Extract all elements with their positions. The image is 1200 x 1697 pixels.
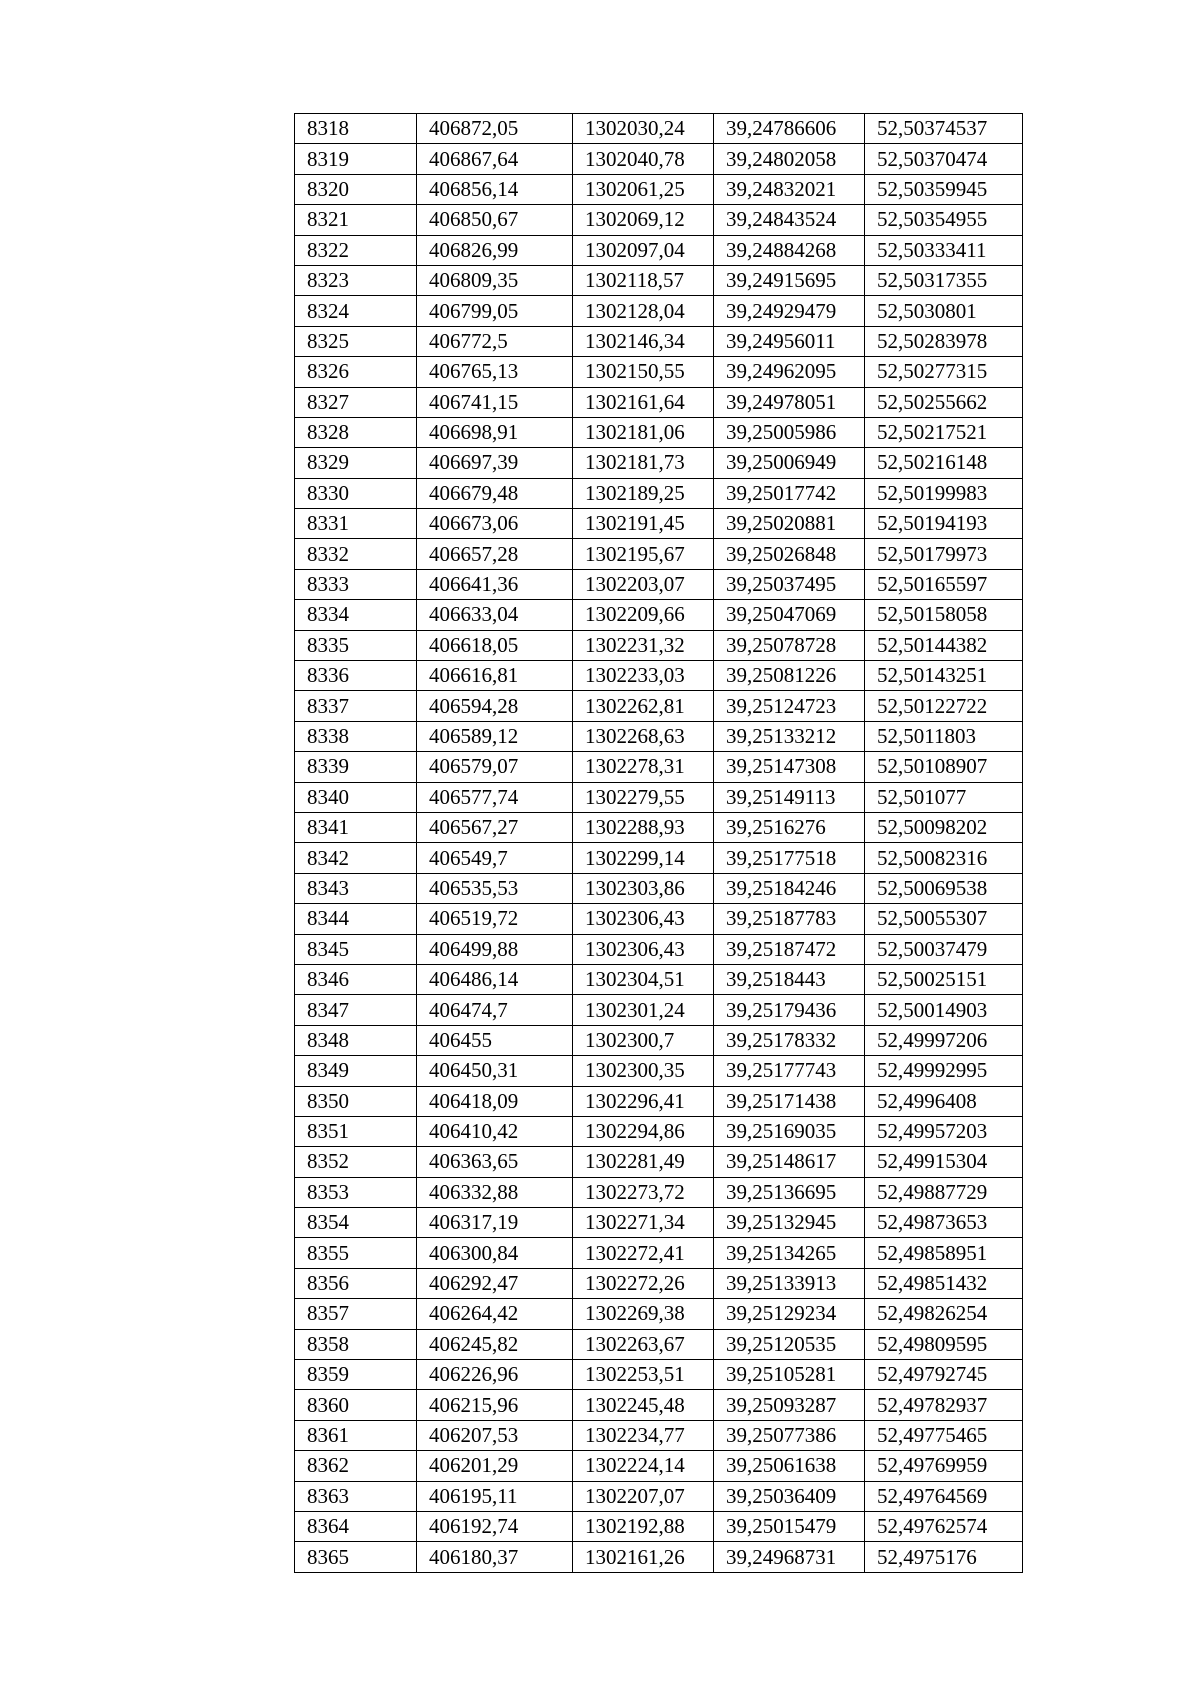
- y-coordinate-cell: 1302263,67: [573, 1329, 714, 1359]
- table-row: [295, 782, 1023, 812]
- latitude-cell: 52,50143251: [865, 661, 1023, 691]
- point-number-cell: 8348: [295, 1025, 417, 1055]
- x-coordinate-cell: 406809,35: [417, 265, 573, 295]
- longitude-cell: 39,25177518: [714, 843, 865, 873]
- latitude-cell: 52,5030801: [865, 296, 1023, 326]
- x-coordinate-cell: 406226,96: [417, 1360, 573, 1390]
- point-number-cell: 8355: [295, 1238, 417, 1268]
- y-coordinate-cell: 1302128,04: [573, 296, 714, 326]
- y-coordinate-cell: 1302195,67: [573, 539, 714, 569]
- table-row: [295, 1360, 1023, 1390]
- x-coordinate-cell: 406826,99: [417, 235, 573, 265]
- y-coordinate-cell: 1302231,32: [573, 630, 714, 660]
- longitude-cell: 39,25134265: [714, 1238, 865, 1268]
- longitude-cell: 39,24978051: [714, 387, 865, 417]
- latitude-cell: 52,50199983: [865, 478, 1023, 508]
- x-coordinate-cell: 406741,15: [417, 387, 573, 417]
- latitude-cell: 52,49769959: [865, 1451, 1023, 1481]
- y-coordinate-cell: 1302301,24: [573, 995, 714, 1025]
- y-coordinate-cell: 1302207,07: [573, 1481, 714, 1511]
- y-coordinate-cell: 1302306,43: [573, 904, 714, 934]
- table-row: [295, 448, 1023, 478]
- latitude-cell: 52,501077: [865, 782, 1023, 812]
- y-coordinate-cell: 1302300,7: [573, 1025, 714, 1055]
- table-row: [295, 661, 1023, 691]
- table-row: [295, 691, 1023, 721]
- point-number-cell: 8335: [295, 630, 417, 660]
- table-row: [295, 934, 1023, 964]
- y-coordinate-cell: 1302181,73: [573, 448, 714, 478]
- point-number-cell: 8356: [295, 1268, 417, 1298]
- x-coordinate-cell: 406499,88: [417, 934, 573, 964]
- point-number-cell: 8323: [295, 265, 417, 295]
- point-number-cell: 8328: [295, 417, 417, 447]
- longitude-cell: 39,25047069: [714, 600, 865, 630]
- point-number-cell: 8364: [295, 1511, 417, 1541]
- x-coordinate-cell: 406567,27: [417, 812, 573, 842]
- point-number-cell: 8318: [295, 114, 417, 144]
- x-coordinate-cell: 406519,72: [417, 904, 573, 934]
- x-coordinate-cell: 406641,36: [417, 569, 573, 599]
- y-coordinate-cell: 1302299,14: [573, 843, 714, 873]
- y-coordinate-cell: 1302161,26: [573, 1542, 714, 1572]
- latitude-cell: 52,50179973: [865, 539, 1023, 569]
- longitude-cell: 39,25177743: [714, 1056, 865, 1086]
- latitude-cell: 52,49997206: [865, 1025, 1023, 1055]
- x-coordinate-cell: 406410,42: [417, 1116, 573, 1146]
- x-coordinate-cell: 406673,06: [417, 509, 573, 539]
- y-coordinate-cell: 1302304,51: [573, 964, 714, 994]
- point-number-cell: 8342: [295, 843, 417, 873]
- y-coordinate-cell: 1302271,34: [573, 1208, 714, 1238]
- longitude-cell: 39,25136695: [714, 1177, 865, 1207]
- coordinates-table: [294, 113, 1023, 1573]
- longitude-cell: 39,25077386: [714, 1420, 865, 1450]
- table-row: [295, 205, 1023, 235]
- latitude-cell: 52,50082316: [865, 843, 1023, 873]
- table-row: [295, 812, 1023, 842]
- point-number-cell: 8320: [295, 174, 417, 204]
- longitude-cell: 39,25132945: [714, 1208, 865, 1238]
- table-row: [295, 904, 1023, 934]
- longitude-cell: 39,25147308: [714, 752, 865, 782]
- longitude-cell: 39,25120535: [714, 1329, 865, 1359]
- x-coordinate-cell: 406486,14: [417, 964, 573, 994]
- longitude-cell: 39,24832021: [714, 174, 865, 204]
- latitude-cell: 52,49858951: [865, 1238, 1023, 1268]
- longitude-cell: 39,24884268: [714, 235, 865, 265]
- table-row: [295, 387, 1023, 417]
- y-coordinate-cell: 1302069,12: [573, 205, 714, 235]
- latitude-cell: 52,50122722: [865, 691, 1023, 721]
- latitude-cell: 52,50108907: [865, 752, 1023, 782]
- table-row: [295, 995, 1023, 1025]
- x-coordinate-cell: 406799,05: [417, 296, 573, 326]
- y-coordinate-cell: 1302300,35: [573, 1056, 714, 1086]
- y-coordinate-cell: 1302189,25: [573, 478, 714, 508]
- y-coordinate-cell: 1302146,34: [573, 326, 714, 356]
- point-number-cell: 8322: [295, 235, 417, 265]
- latitude-cell: 52,49957203: [865, 1116, 1023, 1146]
- latitude-cell: 52,50069538: [865, 873, 1023, 903]
- y-coordinate-cell: 1302192,88: [573, 1511, 714, 1541]
- table-row: [295, 721, 1023, 751]
- table-row: [295, 1451, 1023, 1481]
- latitude-cell: 52,50354955: [865, 205, 1023, 235]
- point-number-cell: 8324: [295, 296, 417, 326]
- table-row: [295, 843, 1023, 873]
- latitude-cell: 52,49851432: [865, 1268, 1023, 1298]
- table-row: [295, 174, 1023, 204]
- y-coordinate-cell: 1302272,41: [573, 1238, 714, 1268]
- latitude-cell: 52,50277315: [865, 357, 1023, 387]
- latitude-cell: 52,50216148: [865, 448, 1023, 478]
- point-number-cell: 8359: [295, 1360, 417, 1390]
- latitude-cell: 52,49775465: [865, 1420, 1023, 1450]
- x-coordinate-cell: 406450,31: [417, 1056, 573, 1086]
- point-number-cell: 8325: [295, 326, 417, 356]
- longitude-cell: 39,2518443: [714, 964, 865, 994]
- x-coordinate-cell: 406765,13: [417, 357, 573, 387]
- table-row: [295, 509, 1023, 539]
- table-row: [295, 1208, 1023, 1238]
- point-number-cell: 8332: [295, 539, 417, 569]
- longitude-cell: 39,24843524: [714, 205, 865, 235]
- point-number-cell: 8340: [295, 782, 417, 812]
- point-number-cell: 8361: [295, 1420, 417, 1450]
- y-coordinate-cell: 1302161,64: [573, 387, 714, 417]
- table-row: [295, 964, 1023, 994]
- table-row: [295, 1268, 1023, 1298]
- x-coordinate-cell: 406594,28: [417, 691, 573, 721]
- point-number-cell: 8357: [295, 1299, 417, 1329]
- table-row: [295, 1542, 1023, 1572]
- point-number-cell: 8360: [295, 1390, 417, 1420]
- x-coordinate-cell: 406418,09: [417, 1086, 573, 1116]
- table-row: [295, 235, 1023, 265]
- table-row: [295, 144, 1023, 174]
- y-coordinate-cell: 1302262,81: [573, 691, 714, 721]
- y-coordinate-cell: 1302278,31: [573, 752, 714, 782]
- x-coordinate-cell: 406856,14: [417, 174, 573, 204]
- y-coordinate-cell: 1302224,14: [573, 1451, 714, 1481]
- latitude-cell: 52,50098202: [865, 812, 1023, 842]
- table-row: [295, 478, 1023, 508]
- point-number-cell: 8345: [295, 934, 417, 964]
- longitude-cell: 39,24929479: [714, 296, 865, 326]
- table-row: [295, 600, 1023, 630]
- latitude-cell: 52,49826254: [865, 1299, 1023, 1329]
- table-row: [295, 1116, 1023, 1146]
- table-row: [295, 1147, 1023, 1177]
- longitude-cell: 39,2516276: [714, 812, 865, 842]
- point-number-cell: 8329: [295, 448, 417, 478]
- x-coordinate-cell: 406698,91: [417, 417, 573, 447]
- longitude-cell: 39,25036409: [714, 1481, 865, 1511]
- latitude-cell: 52,49915304: [865, 1147, 1023, 1177]
- coordinates-table-body: [295, 114, 1023, 1573]
- x-coordinate-cell: 406192,74: [417, 1511, 573, 1541]
- latitude-cell: 52,49887729: [865, 1177, 1023, 1207]
- y-coordinate-cell: 1302233,03: [573, 661, 714, 691]
- x-coordinate-cell: 406474,7: [417, 995, 573, 1025]
- latitude-cell: 52,4996408: [865, 1086, 1023, 1116]
- x-coordinate-cell: 406180,37: [417, 1542, 573, 1572]
- table-row: [295, 1481, 1023, 1511]
- point-number-cell: 8344: [295, 904, 417, 934]
- y-coordinate-cell: 1302281,49: [573, 1147, 714, 1177]
- longitude-cell: 39,25026848: [714, 539, 865, 569]
- x-coordinate-cell: 406850,67: [417, 205, 573, 235]
- point-number-cell: 8350: [295, 1086, 417, 1116]
- longitude-cell: 39,25015479: [714, 1511, 865, 1541]
- longitude-cell: 39,25129234: [714, 1299, 865, 1329]
- latitude-cell: 52,50144382: [865, 630, 1023, 660]
- point-number-cell: 8352: [295, 1147, 417, 1177]
- y-coordinate-cell: 1302279,55: [573, 782, 714, 812]
- longitude-cell: 39,25148617: [714, 1147, 865, 1177]
- latitude-cell: 52,50317355: [865, 265, 1023, 295]
- y-coordinate-cell: 1302253,51: [573, 1360, 714, 1390]
- longitude-cell: 39,25133913: [714, 1268, 865, 1298]
- table-row: [295, 539, 1023, 569]
- longitude-cell: 39,25171438: [714, 1086, 865, 1116]
- point-number-cell: 8339: [295, 752, 417, 782]
- point-number-cell: 8319: [295, 144, 417, 174]
- x-coordinate-cell: 406207,53: [417, 1420, 573, 1450]
- point-number-cell: 8346: [295, 964, 417, 994]
- y-coordinate-cell: 1302030,24: [573, 114, 714, 144]
- y-coordinate-cell: 1302040,78: [573, 144, 714, 174]
- x-coordinate-cell: 406195,11: [417, 1481, 573, 1511]
- longitude-cell: 39,25179436: [714, 995, 865, 1025]
- y-coordinate-cell: 1302234,77: [573, 1420, 714, 1450]
- point-number-cell: 8333: [295, 569, 417, 599]
- latitude-cell: 52,49764569: [865, 1481, 1023, 1511]
- y-coordinate-cell: 1302245,48: [573, 1390, 714, 1420]
- latitude-cell: 52,50283978: [865, 326, 1023, 356]
- longitude-cell: 39,25133212: [714, 721, 865, 751]
- latitude-cell: 52,49873653: [865, 1208, 1023, 1238]
- longitude-cell: 39,24786606: [714, 114, 865, 144]
- y-coordinate-cell: 1302303,86: [573, 873, 714, 903]
- point-number-cell: 8331: [295, 509, 417, 539]
- latitude-cell: 52,50255662: [865, 387, 1023, 417]
- y-coordinate-cell: 1302288,93: [573, 812, 714, 842]
- point-number-cell: 8337: [295, 691, 417, 721]
- latitude-cell: 52,49809595: [865, 1329, 1023, 1359]
- table-row: [295, 1086, 1023, 1116]
- x-coordinate-cell: 406577,74: [417, 782, 573, 812]
- point-number-cell: 8326: [295, 357, 417, 387]
- point-number-cell: 8334: [295, 600, 417, 630]
- latitude-cell: 52,50374537: [865, 114, 1023, 144]
- latitude-cell: 52,50217521: [865, 417, 1023, 447]
- point-number-cell: 8327: [295, 387, 417, 417]
- point-number-cell: 8365: [295, 1542, 417, 1572]
- y-coordinate-cell: 1302203,07: [573, 569, 714, 599]
- y-coordinate-cell: 1302097,04: [573, 235, 714, 265]
- table-row: [295, 1238, 1023, 1268]
- point-number-cell: 8338: [295, 721, 417, 751]
- table-row: [295, 1329, 1023, 1359]
- y-coordinate-cell: 1302181,06: [573, 417, 714, 447]
- latitude-cell: 52,50025151: [865, 964, 1023, 994]
- latitude-cell: 52,49992995: [865, 1056, 1023, 1086]
- table-row: [295, 1390, 1023, 1420]
- latitude-cell: 52,50055307: [865, 904, 1023, 934]
- point-number-cell: 8349: [295, 1056, 417, 1086]
- longitude-cell: 39,24968731: [714, 1542, 865, 1572]
- table-row: [295, 1511, 1023, 1541]
- x-coordinate-cell: 406317,19: [417, 1208, 573, 1238]
- longitude-cell: 39,25061638: [714, 1451, 865, 1481]
- table-row: [295, 1420, 1023, 1450]
- latitude-cell: 52,49792745: [865, 1360, 1023, 1390]
- latitude-cell: 52,5011803: [865, 721, 1023, 751]
- longitude-cell: 39,25184246: [714, 873, 865, 903]
- latitude-cell: 52,50014903: [865, 995, 1023, 1025]
- x-coordinate-cell: 406245,82: [417, 1329, 573, 1359]
- latitude-cell: 52,4975176: [865, 1542, 1023, 1572]
- latitude-cell: 52,50359945: [865, 174, 1023, 204]
- latitude-cell: 52,50158058: [865, 600, 1023, 630]
- y-coordinate-cell: 1302209,66: [573, 600, 714, 630]
- longitude-cell: 39,25093287: [714, 1390, 865, 1420]
- table-row: [295, 752, 1023, 782]
- longitude-cell: 39,25187472: [714, 934, 865, 964]
- table-row: [295, 357, 1023, 387]
- table-row: [295, 326, 1023, 356]
- y-coordinate-cell: 1302061,25: [573, 174, 714, 204]
- table-row: [295, 417, 1023, 447]
- x-coordinate-cell: 406535,53: [417, 873, 573, 903]
- table-row: [295, 1299, 1023, 1329]
- x-coordinate-cell: 406872,05: [417, 114, 573, 144]
- point-number-cell: 8358: [295, 1329, 417, 1359]
- table-row: [295, 569, 1023, 599]
- longitude-cell: 39,25124723: [714, 691, 865, 721]
- table-row: [295, 265, 1023, 295]
- y-coordinate-cell: 1302294,86: [573, 1116, 714, 1146]
- point-number-cell: 8354: [295, 1208, 417, 1238]
- x-coordinate-cell: 406455: [417, 1025, 573, 1055]
- table-row: [295, 114, 1023, 144]
- longitude-cell: 39,25187783: [714, 904, 865, 934]
- table-row: [295, 630, 1023, 660]
- latitude-cell: 52,49762574: [865, 1511, 1023, 1541]
- latitude-cell: 52,49782937: [865, 1390, 1023, 1420]
- latitude-cell: 52,50370474: [865, 144, 1023, 174]
- point-number-cell: 8351: [295, 1116, 417, 1146]
- point-number-cell: 8347: [295, 995, 417, 1025]
- point-number-cell: 8330: [295, 478, 417, 508]
- longitude-cell: 39,25017742: [714, 478, 865, 508]
- x-coordinate-cell: 406215,96: [417, 1390, 573, 1420]
- latitude-cell: 52,50165597: [865, 569, 1023, 599]
- table-row: [295, 873, 1023, 903]
- x-coordinate-cell: 406616,81: [417, 661, 573, 691]
- x-coordinate-cell: 406633,04: [417, 600, 573, 630]
- longitude-cell: 39,24802058: [714, 144, 865, 174]
- x-coordinate-cell: 406697,39: [417, 448, 573, 478]
- longitude-cell: 39,25005986: [714, 417, 865, 447]
- longitude-cell: 39,25105281: [714, 1360, 865, 1390]
- y-coordinate-cell: 1302150,55: [573, 357, 714, 387]
- table-row: [295, 1177, 1023, 1207]
- point-number-cell: 8343: [295, 873, 417, 903]
- longitude-cell: 39,25006949: [714, 448, 865, 478]
- longitude-cell: 39,25020881: [714, 509, 865, 539]
- longitude-cell: 39,25081226: [714, 661, 865, 691]
- x-coordinate-cell: 406332,88: [417, 1177, 573, 1207]
- point-number-cell: 8353: [295, 1177, 417, 1207]
- point-number-cell: 8341: [295, 812, 417, 842]
- x-coordinate-cell: 406292,47: [417, 1268, 573, 1298]
- longitude-cell: 39,24956011: [714, 326, 865, 356]
- y-coordinate-cell: 1302272,26: [573, 1268, 714, 1298]
- x-coordinate-cell: 406549,7: [417, 843, 573, 873]
- longitude-cell: 39,24915695: [714, 265, 865, 295]
- latitude-cell: 52,50037479: [865, 934, 1023, 964]
- x-coordinate-cell: 406300,84: [417, 1238, 573, 1268]
- y-coordinate-cell: 1302269,38: [573, 1299, 714, 1329]
- longitude-cell: 39,25178332: [714, 1025, 865, 1055]
- point-number-cell: 8336: [295, 661, 417, 691]
- point-number-cell: 8321: [295, 205, 417, 235]
- x-coordinate-cell: 406579,07: [417, 752, 573, 782]
- table-row: [295, 296, 1023, 326]
- y-coordinate-cell: 1302306,43: [573, 934, 714, 964]
- x-coordinate-cell: 406589,12: [417, 721, 573, 751]
- x-coordinate-cell: 406201,29: [417, 1451, 573, 1481]
- point-number-cell: 8363: [295, 1481, 417, 1511]
- point-number-cell: 8362: [295, 1451, 417, 1481]
- latitude-cell: 52,50333411: [865, 235, 1023, 265]
- x-coordinate-cell: 406264,42: [417, 1299, 573, 1329]
- x-coordinate-cell: 406657,28: [417, 539, 573, 569]
- x-coordinate-cell: 406867,64: [417, 144, 573, 174]
- x-coordinate-cell: 406772,5: [417, 326, 573, 356]
- x-coordinate-cell: 406618,05: [417, 630, 573, 660]
- y-coordinate-cell: 1302191,45: [573, 509, 714, 539]
- longitude-cell: 39,25149113: [714, 782, 865, 812]
- table-row: [295, 1056, 1023, 1086]
- longitude-cell: 39,25169035: [714, 1116, 865, 1146]
- longitude-cell: 39,24962095: [714, 357, 865, 387]
- x-coordinate-cell: 406363,65: [417, 1147, 573, 1177]
- y-coordinate-cell: 1302273,72: [573, 1177, 714, 1207]
- latitude-cell: 52,50194193: [865, 509, 1023, 539]
- longitude-cell: 39,25078728: [714, 630, 865, 660]
- longitude-cell: 39,25037495: [714, 569, 865, 599]
- y-coordinate-cell: 1302268,63: [573, 721, 714, 751]
- y-coordinate-cell: 1302118,57: [573, 265, 714, 295]
- y-coordinate-cell: 1302296,41: [573, 1086, 714, 1116]
- table-row: [295, 1025, 1023, 1055]
- x-coordinate-cell: 406679,48: [417, 478, 573, 508]
